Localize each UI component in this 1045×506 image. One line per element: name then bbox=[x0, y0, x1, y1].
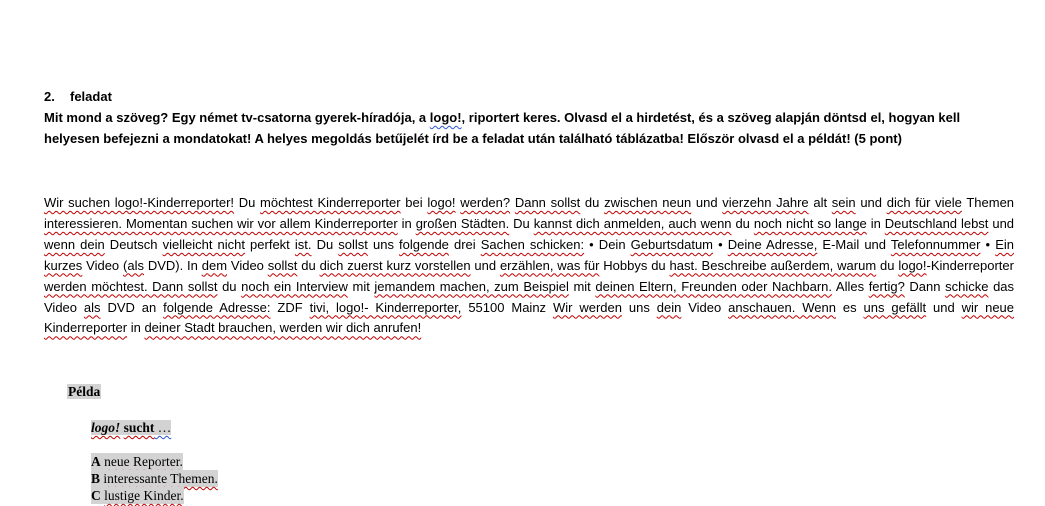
text-segment: uns bbox=[621, 299, 657, 315]
spellcheck-word: folgende Adresse: bbox=[163, 299, 271, 315]
instruction-text-1: Mit mond a szöveg? Egy német tv-csatorna gyerek-híradója, a bbox=[44, 110, 430, 125]
task-instruction bbox=[44, 107, 1024, 149]
task-heading bbox=[44, 86, 1024, 149]
spellcheck-word: ist. bbox=[294, 236, 312, 252]
spellcheck-word: Deutschland lebst bbox=[884, 215, 989, 231]
text-segment: du bbox=[580, 195, 605, 210]
text-segment: Video bbox=[681, 299, 729, 315]
spellcheck-word: werden möchtest. Dann sollst bbox=[44, 278, 218, 294]
text-segment: Du bbox=[311, 236, 339, 252]
spellcheck-word: Sachen schicken: bbox=[480, 236, 585, 252]
spellcheck-word: schicke bbox=[945, 278, 989, 294]
text-segment: bei bbox=[400, 195, 428, 210]
text-segment: Video bbox=[82, 257, 124, 273]
text-segment: und bbox=[691, 195, 723, 210]
option-c bbox=[91, 487, 184, 504]
spellcheck-word: dem bbox=[201, 257, 228, 273]
spellcheck-word: erzählen, was für bbox=[499, 257, 600, 273]
text-segment: alt bbox=[808, 195, 832, 210]
spellcheck-word: logo! bbox=[898, 257, 927, 273]
instruction-text-2: , riportert keres. Olvasd el a hirdetést, és a szöveg alapján döntsd el, hogyan kell bbox=[461, 110, 961, 125]
text-segment: Du bbox=[509, 215, 534, 231]
spellcheck-word: vierzehn Jahre bbox=[722, 195, 809, 210]
spellcheck-word: dein bbox=[656, 299, 682, 315]
text-segment: • Dein bbox=[584, 236, 631, 252]
text-segment: und bbox=[988, 215, 1015, 231]
example-dots: … bbox=[154, 420, 172, 435]
spellcheck-word: dich für viele bbox=[886, 195, 962, 210]
option-text: neue Reporter. bbox=[104, 454, 183, 469]
spellcheck-word: Deine Adresse, bbox=[727, 236, 818, 252]
spellcheck-word: werden? bbox=[460, 195, 511, 210]
spellcheck-word: möchtest Kinderreporter bbox=[260, 195, 401, 210]
text-segment: • bbox=[713, 236, 728, 252]
spellcheck-word: wenn dein bbox=[44, 236, 105, 252]
option-letter: A bbox=[91, 454, 101, 469]
spellcheck-word: logo! bbox=[427, 195, 456, 210]
text-segment: das Video bbox=[44, 278, 1015, 315]
text-segment: Video bbox=[227, 257, 268, 273]
instruction-logo: logo! bbox=[429, 110, 462, 125]
text-segment: du bbox=[297, 257, 320, 273]
text-segment: • bbox=[980, 236, 996, 252]
spellcheck-word: sollst bbox=[267, 257, 298, 273]
spellcheck-word: vielleicht nicht bbox=[162, 236, 245, 252]
text-segment: uns bbox=[367, 236, 400, 252]
spellcheck-word: uns gefällt bbox=[863, 299, 927, 315]
spellcheck-word: deiner Stadt brauchen, werden wir dich anrufen! bbox=[144, 320, 422, 336]
spellcheck-word: zwischen neun bbox=[604, 195, 692, 210]
text-segment: und bbox=[855, 195, 887, 210]
spellcheck-word: Dann sollst bbox=[514, 195, 581, 210]
option-a bbox=[91, 453, 183, 470]
spellcheck-word: jemandem machen, zum Beispiel bbox=[374, 278, 569, 294]
option-letter: B bbox=[91, 471, 101, 486]
text-segment: und bbox=[470, 257, 500, 273]
text-segment: Alles bbox=[832, 278, 869, 294]
text-segment: du bbox=[876, 257, 899, 273]
text-segment: mit bbox=[347, 278, 375, 294]
text-segment: perfekt bbox=[244, 236, 295, 252]
option-text: interessante Themen. bbox=[103, 471, 218, 486]
example-options bbox=[91, 453, 218, 504]
text-segment: in bbox=[397, 215, 416, 231]
spellcheck-word: dich zuerst kurz vorstellen bbox=[319, 257, 471, 273]
spellcheck-word: fertig? bbox=[868, 278, 905, 294]
option-letter: C bbox=[91, 488, 101, 503]
spellcheck-word: großen Städten. bbox=[415, 215, 510, 231]
text-segment: drei bbox=[448, 236, 481, 252]
text-segment: Du bbox=[234, 195, 261, 210]
spellcheck-word: sein bbox=[831, 195, 856, 210]
instruction-text-3: helyesen befejezni a mondatokat! A helyes megoldás betűjelét írd be a feladat után található táblázatba! Először olvasd el a példát! (5 pont) bbox=[44, 131, 902, 146]
option-b bbox=[91, 470, 218, 487]
spellcheck-word: Wir suchen logo!-Kinderreporter! bbox=[44, 195, 235, 210]
spellcheck-word: Telefonnummer bbox=[890, 236, 981, 252]
text-segment: Dann bbox=[904, 278, 946, 294]
spellcheck-word: noch nicht so lange bbox=[753, 215, 867, 231]
example-block bbox=[67, 384, 218, 503]
text-segment: Deutsch bbox=[104, 236, 163, 252]
spellcheck-word: Wir werden bbox=[552, 299, 622, 315]
spellcheck-word: hast. Beschreibe außerdem, warum bbox=[669, 257, 877, 273]
spellcheck-word: Ein kurzes bbox=[44, 236, 1014, 273]
text-segment: du bbox=[731, 215, 754, 231]
spellcheck-word: Geburtsdatum bbox=[630, 236, 713, 252]
text-segment: DVD an bbox=[100, 299, 164, 315]
text-segment: mit bbox=[568, 278, 596, 294]
advertisement-text bbox=[44, 193, 1014, 339]
spellcheck-word: anschauen. Wenn bbox=[728, 299, 836, 315]
example-verb: sucht bbox=[123, 420, 155, 435]
example-logo: logo! bbox=[91, 420, 121, 435]
task-number: 2. bbox=[44, 89, 55, 104]
option-text: lustige Kinder. bbox=[104, 488, 184, 503]
text-segment: ZDF bbox=[270, 299, 310, 315]
example-prompt bbox=[91, 420, 171, 436]
spellcheck-word: tivi, logo!- Kinderreporter, bbox=[309, 299, 462, 315]
spellcheck-word: folgende bbox=[399, 236, 449, 252]
spellcheck-word: noch ein Interview bbox=[241, 278, 348, 294]
text-segment: es bbox=[836, 299, 864, 315]
text-segment: -Kinderreporter bbox=[926, 257, 1014, 273]
text-segment: und bbox=[926, 299, 962, 315]
spellcheck-word: deinen Eltern, Freunden oder Nachbarn. bbox=[595, 278, 833, 294]
spellcheck-word: kannst dich anmelden, auch wenn bbox=[533, 215, 732, 231]
text-segment: Themen bbox=[961, 195, 1015, 210]
spellcheck-word: (als bbox=[123, 257, 144, 273]
text-segment: E-Mail und bbox=[817, 236, 891, 252]
text-segment: 55100 Mainz bbox=[461, 299, 553, 315]
task-title-line bbox=[44, 86, 1024, 107]
text-segment: in bbox=[866, 215, 885, 231]
text-segment: du bbox=[217, 278, 242, 294]
spellcheck-word: interessieren. Momentan suchen wir vor allem Kinderreporter bbox=[44, 215, 398, 231]
task-title: feladat bbox=[70, 89, 112, 104]
spellcheck-word: als bbox=[83, 299, 101, 315]
spellcheck-word: wir neue Kinderreporter bbox=[44, 299, 1015, 336]
text-segment: in bbox=[127, 320, 145, 336]
text-segment: Hobbys du bbox=[599, 257, 670, 273]
example-title: Példa bbox=[68, 384, 101, 399]
text-segment: DVD). In bbox=[143, 257, 202, 273]
spellcheck-word: sollst bbox=[338, 236, 368, 252]
